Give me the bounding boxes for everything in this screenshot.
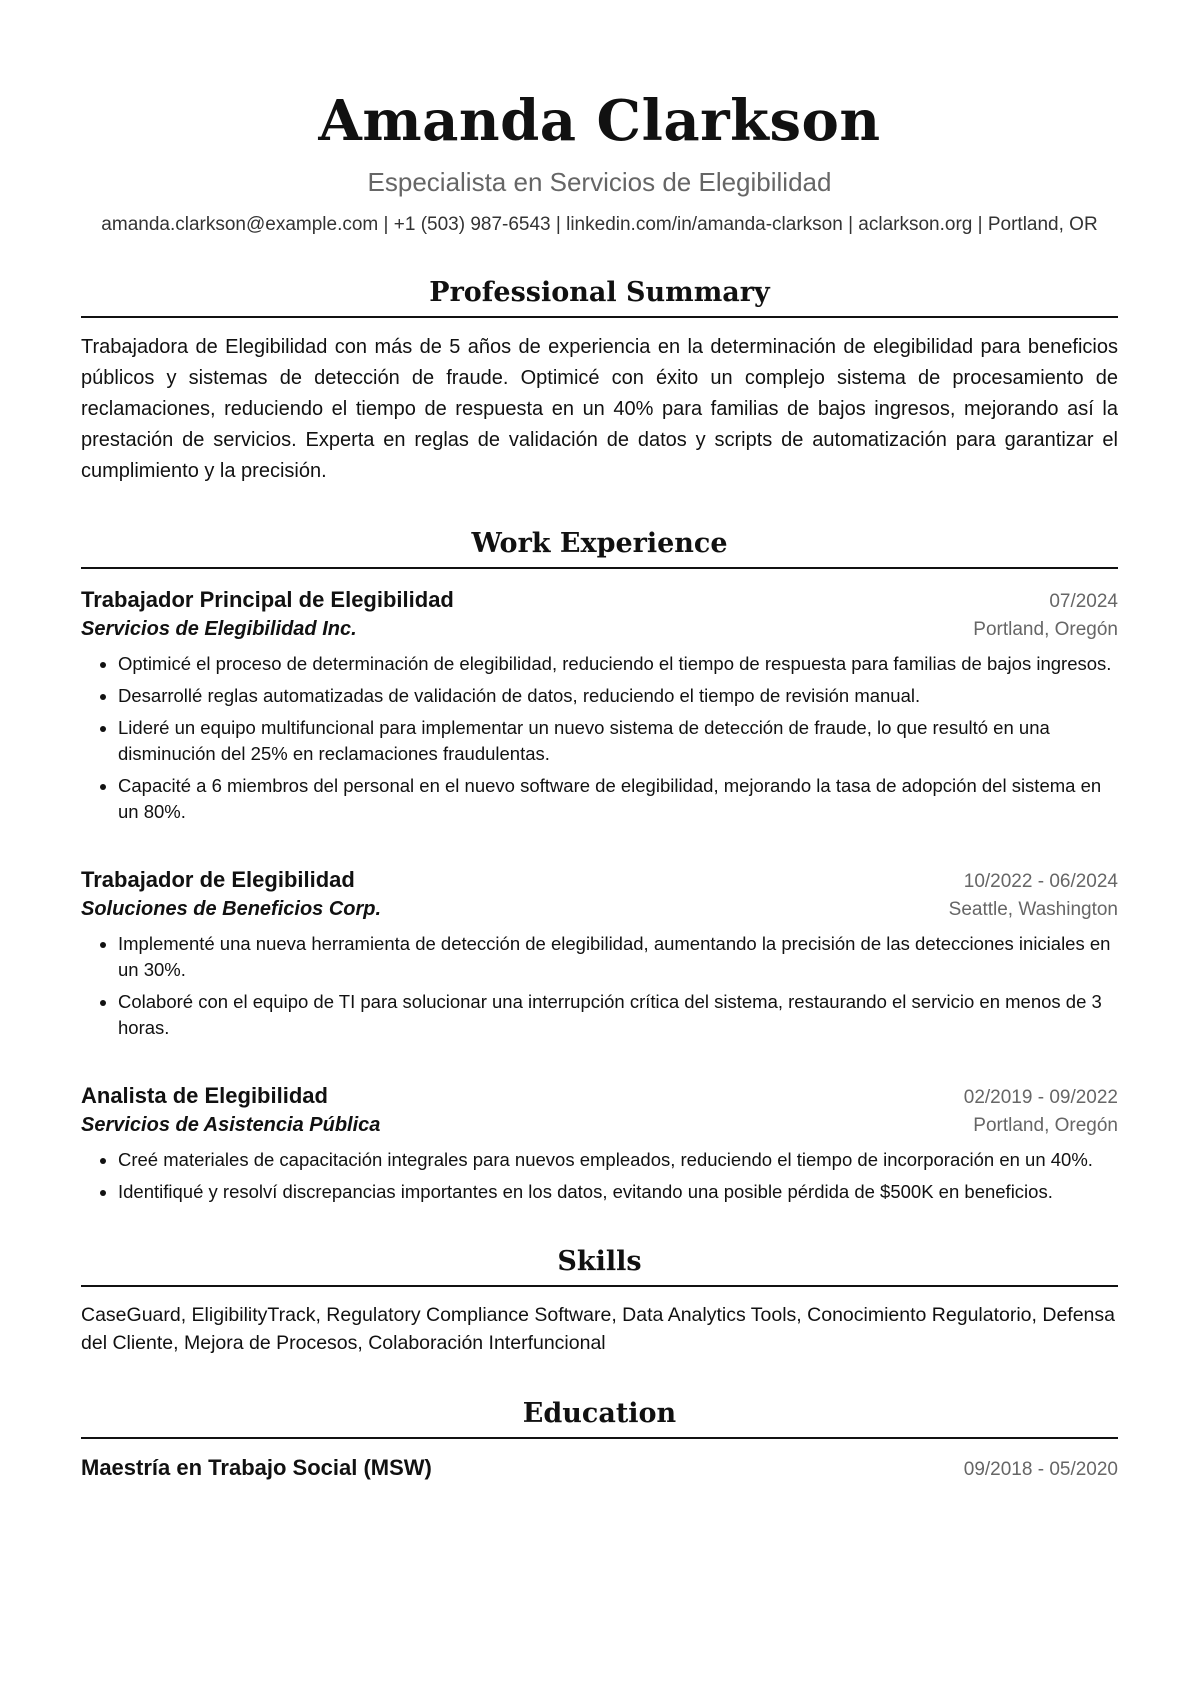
job-bullet: • Lideré un equipo multifuncional para implementar un nuevo sistema de detección de fraude, lo que resultó en una disminución del 25% en reclamaciones fraudulentas. (118, 715, 1118, 767)
job-bullet: • Identifiqué y resolví discrepancias importantes en los datos, evitando una posible pérdida de $500K en beneficios. (118, 1179, 1118, 1205)
summary-section (81, 276, 1118, 487)
job-entry (81, 865, 1118, 1041)
job-bullet: • Capacité a 6 miembros del personal en el nuevo software de elegibilidad, mejorando la tasa de adopción del sistema en un 80%. (118, 773, 1118, 825)
education-section (81, 1397, 1118, 1483)
job-company: Servicios de Asistencia Pública (81, 1114, 381, 1136)
job-bullets (81, 651, 1118, 825)
education-entry (81, 1453, 1118, 1483)
job-bullet: • Optimicé el proceso de determinación de elegibilidad, reduciendo el tiempo de respuesta para familias de bajos ingresos. (118, 651, 1118, 677)
section-heading-experience: Work Experience (81, 527, 1118, 569)
job-bullet: • Implementé una nueva herramienta de detección de elegibilidad, aumentando la precisión de las detecciones iniciales en un 30%. (118, 931, 1118, 983)
job-entry (81, 1081, 1118, 1205)
contact-line: amanda.clarkson@example.com | +1 (503) 987-6543 | linkedin.com/in/amanda-clarkson | aclarkson.org | Portland, OR (101, 214, 1098, 235)
job-bullet: • Colaboré con el equipo de TI para solucionar una interrupción crítica del sistema, restaurando el servicio en menos de 3 horas. (118, 989, 1118, 1041)
summary-text: Trabajadora de Elegibilidad con más de 5 años de experiencia en la determinación de elegibilidad para beneficios públicos y sistemas de detección de fraude. Optimicé con éxito un complejo sistema de procesamiento de reclamaciones, reduciendo el tiempo de respuesta en un 40% para familias de bajos ingresos, mejorando así la prestación de servicios. Experta en reglas de validación de datos y scripts de automatización para garantizar el cumplimiento y la precisión. (81, 336, 1118, 482)
job-bullet: • Creé materiales de capacitación integrales para nuevos empleados, reduciendo el tiempo de incorporación en un 40%. (118, 1147, 1118, 1173)
job-bullet: • Desarrollé reglas automatizadas de validación de datos, reduciendo el tiempo de revisión manual. (118, 683, 1118, 709)
job-bullets (81, 1147, 1118, 1205)
job-title: Trabajador Principal de Elegibilidad (81, 587, 454, 612)
resume-page (81, 0, 1118, 1483)
job-location: Portland, Oregón (973, 1115, 1118, 1136)
candidate-title: Especialista en Servicios de Elegibilidad (367, 167, 832, 197)
job-location: Portland, Oregón (973, 619, 1118, 640)
job-date: 07/2024 (1049, 591, 1118, 612)
job-entry (81, 585, 1118, 825)
job-company: Soluciones de Beneficios Corp. (81, 898, 382, 920)
section-heading-skills: Skills (81, 1245, 1118, 1287)
experience-section (81, 527, 1118, 1205)
job-date: 02/2019 - 09/2022 (963, 1087, 1118, 1108)
job-location: Seattle, Washington (948, 899, 1118, 920)
education-date: 09/2018 - 05/2020 (963, 1459, 1118, 1480)
job-bullets (81, 931, 1118, 1041)
candidate-name: Amanda Clarkson (318, 88, 881, 154)
job-date: 10/2022 - 06/2024 (963, 871, 1118, 892)
skills-section (81, 1245, 1118, 1357)
skills-text: CaseGuard, EligibilityTrack, Regulatory Compliance Software, Data Analytics Tools, Conocimiento Regulatorio, Defensa del Cliente, Mejora de Procesos, Colaboración Interfuncional (81, 1304, 1115, 1354)
education-degree: Maestría en Trabajo Social (MSW) (81, 1455, 432, 1480)
job-title: Analista de Elegibilidad (81, 1083, 328, 1108)
job-title: Trabajador de Elegibilidad (81, 867, 355, 892)
section-heading-education: Education (81, 1397, 1118, 1439)
section-heading-summary: Professional Summary (81, 276, 1118, 318)
job-company: Servicios de Elegibilidad Inc. (81, 618, 357, 640)
